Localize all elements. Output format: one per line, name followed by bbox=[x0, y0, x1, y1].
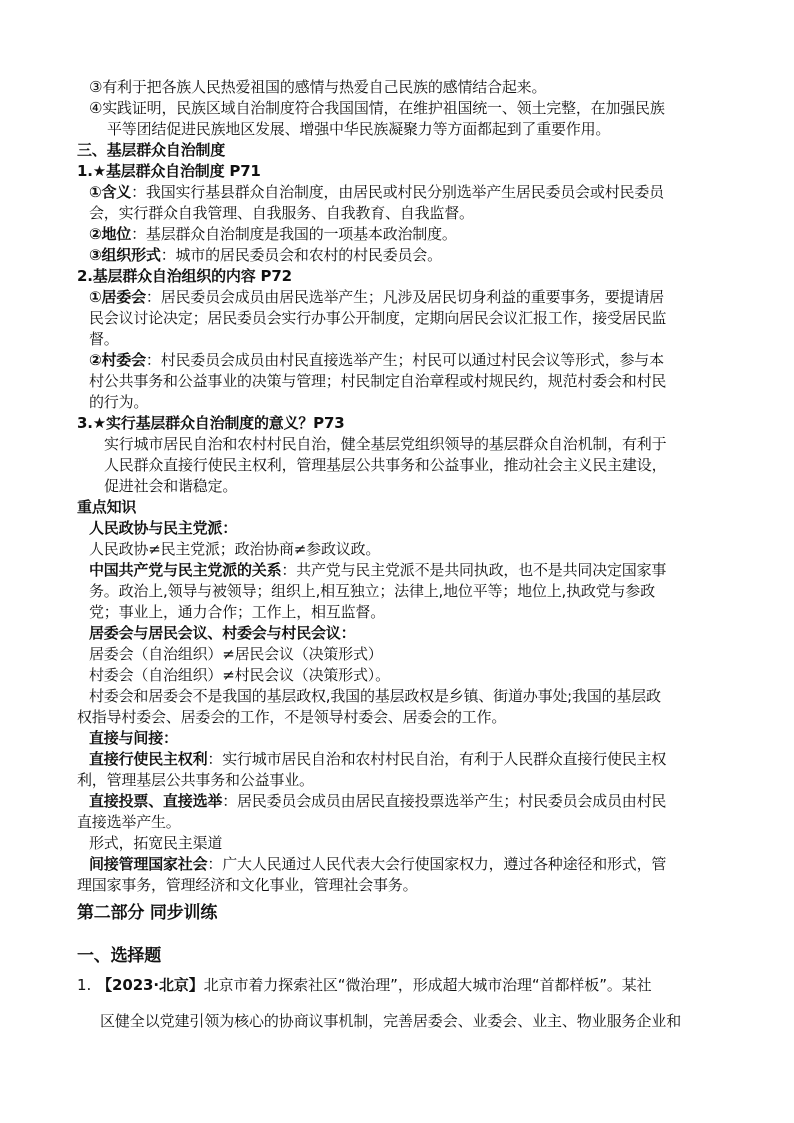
s1-form bbox=[89, 245, 442, 265]
s3-line-2: 人民群众直接行使民主权利，管理基层公共事务和公益事业，推动社会主义民主建设， bbox=[104, 456, 667, 474]
s2-cwh-line-2: 村公共事务和公益事业的决策与管理；村民制定自治章程或村规民约，规范村委会和村民 bbox=[89, 372, 667, 390]
part2-title: 第二部分 同步训练 bbox=[77, 903, 218, 923]
key-vote-line-2: 直接选举产生。 bbox=[77, 813, 181, 831]
s1-meaning-line-2: 会，实行群众自我管理、自我服务、自我教育、自我监督。 bbox=[89, 204, 474, 222]
s2-cwh-label: ②村委会 bbox=[89, 351, 146, 369]
key-cpc-line-1 bbox=[89, 560, 666, 580]
key-cpc-line-3: 党；事业上，通力合作；工作上，相互监督。 bbox=[89, 603, 386, 621]
s3-title: 3.★实行基层群众自治制度的意义？P73 bbox=[77, 414, 345, 432]
section-3-title: 三、基层群众自治制度 bbox=[77, 141, 226, 159]
s2-jwh-line-1 bbox=[89, 287, 664, 307]
key-vote-label: 直接投票、直接选举 bbox=[89, 792, 223, 810]
key-rc-line-1: 居委会（自治组织）≠居民会议（决策形式） bbox=[89, 645, 383, 663]
key-rc-line-2: 村委会（自治组织）≠村民会议（决策形式）。 bbox=[89, 666, 390, 684]
key-direct-line-2: 利，管理基层公共事务和公益事业。 bbox=[77, 771, 314, 789]
s2-jwh-line-2: 民会议讨论决定；居民委员会实行办事公开制度，定期向居民会议汇报工作，接受居民监 bbox=[89, 309, 667, 327]
part2-subtitle: 一、选择题 bbox=[77, 946, 161, 966]
key-form-text: 形式，拓宽民主渠道 bbox=[89, 834, 223, 852]
s1-title: 1.★基层群众自治制度 P71 bbox=[77, 162, 261, 180]
key-indirect-text: ：广大人民通过人民代表大会行使国家权力，遵过各种途径和形式，管 bbox=[207, 855, 667, 873]
key-indirect-line-1 bbox=[89, 854, 666, 874]
key-direct-text: ：实行城市居民自治和农村村民自治，有利于人民群众直接行使民主权 bbox=[207, 750, 667, 768]
key-cpc-line-2: 务。政治上,领导与被领导；组织上,相互独立；法律上,地位平等；地位上,执政党与参政 bbox=[89, 582, 655, 600]
key-cppcc-title: 人民政协与民主党派： bbox=[89, 519, 238, 537]
national-point-4-line-1: ④实践证明，民族区域自治制度符合我国国情，在维护祖国统一、领土完整，在加强民族 bbox=[89, 99, 665, 117]
s1-form-text: ：城市的居民委员会和农村的村民委员会。 bbox=[160, 246, 442, 264]
key-direct-label: 直接行使民主权利 bbox=[89, 750, 208, 768]
key-indirect-line-2: 理国家事务，管理经济和文化事业，管理社会事务。 bbox=[77, 876, 418, 894]
s3-line-1: 实行城市居民自治和农村村民自治，健全基层党组织领导的基层群众自治机制，有利于 bbox=[104, 435, 667, 453]
s2-cwh-line-3: 的行为。 bbox=[89, 393, 149, 411]
question-1-line-1 bbox=[77, 975, 652, 995]
key-cppcc-text: 人民政协≠民主党派；政治协商≠参政议政。 bbox=[89, 540, 381, 558]
s1-meaning-text: ：我国实行基县群众自治制度，由居民或村民分别选举产生居民委员会或村民委员 bbox=[131, 183, 664, 201]
s2-jwh-line-3: 督。 bbox=[89, 330, 119, 348]
key-power-line-1: 村委会和居委会不是我国的基层政权,我国的基层政权是乡镇、街道办事处;我国的基层政 bbox=[89, 687, 661, 705]
key-direct-line-1 bbox=[89, 749, 666, 769]
question-1-tag: 【2023·北京】 bbox=[97, 976, 204, 994]
key-cpc-label: 中国共产党与民主党派的关系 bbox=[89, 561, 282, 579]
s3-line-3: 促进社会和谐稳定。 bbox=[104, 477, 238, 495]
s2-title: 2.基层群众自治组织的内容 P72 bbox=[77, 267, 292, 285]
key-di-title: 直接与间接： bbox=[89, 729, 178, 747]
key-indirect-label: 间接管理国家社会 bbox=[89, 855, 208, 873]
question-1-number: 1. bbox=[77, 976, 92, 994]
s1-status-text: ：基层群众自治制度是我国的一项基本政治制度。 bbox=[131, 225, 457, 243]
s1-meaning-line-1 bbox=[89, 182, 664, 202]
key-title: 重点知识 bbox=[77, 498, 137, 516]
s1-meaning-label: ①含义 bbox=[89, 183, 132, 201]
key-power-line-2: 权指导村委会、居委会的工作，不是领导村委会、居委会的工作。 bbox=[77, 708, 507, 726]
s2-cwh-text: ：村民委员会成员由村民直接选举产生；村民可以通过村民会议等形式，参与本 bbox=[145, 351, 664, 369]
s2-jwh-text: ：居民委员会成员由居民选举产生；凡涉及居民切身利益的重要事务，要提请居 bbox=[145, 288, 664, 306]
key-cpc-text: ：共产党与民主党派不是共同执政，也不是共同决定国家事 bbox=[281, 561, 667, 579]
s2-jwh-label: ①居委会 bbox=[89, 288, 146, 306]
s1-form-label: ③组织形式 bbox=[89, 246, 161, 264]
key-rc-title: 居委会与居民会议、村委会与村民会议： bbox=[89, 624, 356, 642]
key-vote-line-1 bbox=[89, 791, 666, 811]
s1-status-label: ②地位 bbox=[89, 225, 132, 243]
question-1-line-2: 区健全以党建引领为核心的协商议事机制，完善居委会、业委会、业主、物业服务企业和 bbox=[100, 1012, 682, 1030]
s2-cwh-line-1 bbox=[89, 350, 664, 370]
national-point-3: ③有利于把各族人民热爱祖国的感情与热爱自己民族的感情结合起来。 bbox=[89, 78, 547, 96]
national-point-4-line-2: 平等团结促进民族地区发展、增强中华民族凝聚力等方面都起到了重要作用。 bbox=[107, 120, 611, 138]
key-vote-text: ：居民委员会成员由居民直接投票选举产生；村民委员会成员由村民 bbox=[222, 792, 667, 810]
s1-status bbox=[89, 224, 457, 244]
question-1-text: 北京市着力探索社区“微治理”，形成超大城市治理“首都样板”。某社 bbox=[203, 976, 652, 994]
